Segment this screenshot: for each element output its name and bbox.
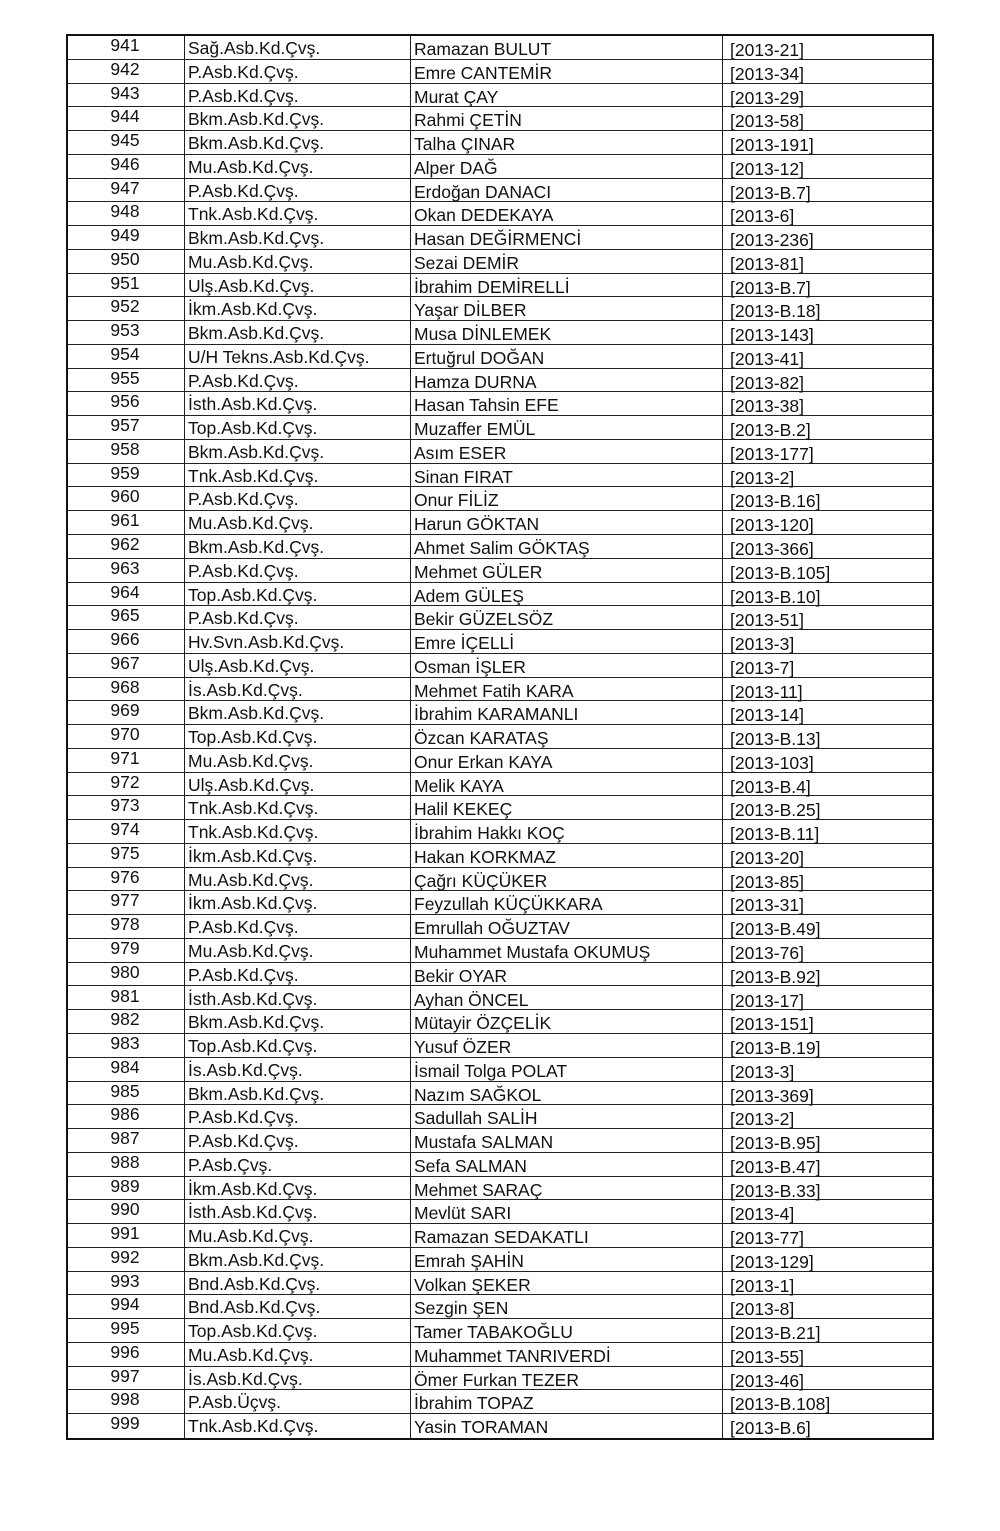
reference-code-cell: [2013-120] bbox=[730, 515, 814, 536]
table-row bbox=[68, 1153, 934, 1177]
full-name-cell: Mütayir ÖZÇELİK bbox=[414, 1013, 552, 1034]
full-name-cell: Okan DEDEKAYA bbox=[414, 205, 554, 226]
rank-cell: Bnd.Asb.Kd.Çvş. bbox=[188, 1297, 321, 1318]
rank-cell: P.Asb.Kd.Çvş. bbox=[188, 1107, 299, 1128]
rank-cell: Mu.Asb.Kd.Çvş. bbox=[188, 869, 314, 890]
rank-cell: İsth.Asb.Kd.Çvş. bbox=[188, 394, 318, 415]
table-row bbox=[68, 179, 934, 203]
table-row bbox=[68, 321, 934, 345]
row-number: 949 bbox=[110, 226, 140, 246]
rank-cell: Tnk.Asb.Kd.Çvş. bbox=[188, 822, 319, 843]
row-number: 964 bbox=[110, 582, 140, 602]
full-name-cell: Asım ESER bbox=[414, 442, 507, 463]
table-row bbox=[68, 416, 934, 440]
row-number: 991 bbox=[110, 1224, 140, 1244]
table-row bbox=[68, 1224, 934, 1248]
reference-code-cell: [2013-21] bbox=[730, 40, 804, 60]
row-number: 984 bbox=[110, 1057, 140, 1077]
full-name-cell: Ramazan SEDAKATLI bbox=[414, 1227, 589, 1248]
full-name-cell: Hasan DEĞİRMENCİ bbox=[414, 229, 582, 250]
table-row bbox=[68, 820, 934, 844]
row-number: 986 bbox=[110, 1105, 140, 1125]
table-row bbox=[68, 796, 934, 820]
reference-code-cell: [2013-29] bbox=[730, 87, 804, 108]
full-name-cell: Halil KEKEÇ bbox=[414, 799, 513, 820]
table-row bbox=[68, 987, 934, 1011]
rank-cell: Mu.Asb.Kd.Çvş. bbox=[188, 156, 314, 177]
rank-cell: Bnd.Asb.Kd.Çvş. bbox=[188, 1273, 321, 1294]
reference-code-cell: [2013-369] bbox=[730, 1085, 814, 1106]
rank-cell: Mu.Asb.Kd.Çvş. bbox=[188, 513, 314, 534]
reference-code-cell: [2013-B.108] bbox=[730, 1394, 831, 1415]
table-row bbox=[68, 749, 934, 773]
table-row bbox=[68, 915, 934, 939]
rank-cell: Top.Asb.Kd.Çvş. bbox=[188, 418, 318, 439]
rank-cell: Hv.Svn.Asb.Kd.Çvş. bbox=[188, 632, 345, 653]
full-name-cell: Talha ÇINAR bbox=[414, 134, 516, 155]
row-number: 953 bbox=[110, 321, 140, 341]
table-row bbox=[68, 1390, 934, 1414]
rank-cell: P.Asb.Kd.Çvş. bbox=[188, 917, 299, 938]
reference-code-cell: [2013-B.49] bbox=[730, 919, 821, 940]
rank-cell: Bkm.Asb.Kd.Çvş. bbox=[188, 133, 325, 154]
rank-cell: İs.Asb.Kd.Çvş. bbox=[188, 1059, 303, 1080]
full-name-cell: Ramazan BULUT bbox=[414, 39, 552, 59]
reference-code-cell: [2013-3] bbox=[730, 1061, 795, 1082]
reference-code-cell: [2013-46] bbox=[730, 1370, 804, 1391]
table-row bbox=[68, 1129, 934, 1153]
row-number: 968 bbox=[110, 677, 140, 697]
reference-code-cell: [2013-41] bbox=[730, 348, 804, 369]
table-row bbox=[68, 678, 934, 702]
reference-code-cell: [2013-14] bbox=[730, 705, 804, 726]
row-number: 950 bbox=[110, 249, 140, 269]
rank-cell: Tnk.Asb.Kd.Çvş. bbox=[188, 798, 319, 819]
reference-code-cell: [2013-76] bbox=[730, 942, 804, 963]
rank-cell: Top.Asb.Kd.Çvş. bbox=[188, 1321, 318, 1342]
reference-code-cell: [2013-38] bbox=[730, 396, 804, 417]
rank-cell: Tnk.Asb.Kd.Çvş. bbox=[188, 204, 319, 225]
table-row bbox=[68, 464, 934, 488]
full-name-cell: Muzaffer EMÜL bbox=[414, 419, 536, 440]
rank-cell: İs.Asb.Kd.Çvş. bbox=[188, 679, 303, 700]
reference-code-cell: [2013-B.18] bbox=[730, 301, 821, 322]
row-number: 956 bbox=[110, 392, 140, 412]
rank-cell: P.Asb.Kd.Çvş. bbox=[188, 560, 299, 581]
row-number: 974 bbox=[110, 820, 140, 840]
reference-code-cell: [2013-3] bbox=[730, 634, 795, 655]
rank-cell: P.Asb.Üçvş. bbox=[188, 1392, 282, 1413]
full-name-cell: Harun GÖKTAN bbox=[414, 514, 540, 535]
reference-code-cell: [2013-191] bbox=[730, 135, 814, 156]
full-name-cell: Volkan ŞEKER bbox=[414, 1274, 531, 1295]
reference-code-cell: [2013-55] bbox=[730, 1346, 804, 1367]
rank-cell: P.Asb.Çvş. bbox=[188, 1154, 273, 1175]
rank-cell: Bkm.Asb.Kd.Çvş. bbox=[188, 1249, 325, 1270]
table-row bbox=[68, 630, 934, 654]
full-name-cell: Yaşar DİLBER bbox=[414, 300, 527, 321]
full-name-cell: Hasan Tahsin EFE bbox=[414, 395, 559, 416]
table-row bbox=[68, 1295, 934, 1319]
reference-code-cell: [2013-103] bbox=[730, 752, 814, 773]
rank-cell: Bkm.Asb.Kd.Çvş. bbox=[188, 703, 325, 724]
table-row bbox=[68, 487, 934, 511]
roster-table bbox=[66, 34, 934, 1440]
row-number: 973 bbox=[110, 796, 140, 816]
rank-cell: Top.Asb.Kd.Çvş. bbox=[188, 727, 318, 748]
reference-code-cell: [2013-58] bbox=[730, 111, 804, 132]
rank-cell: Ulş.Asb.Kd.Çvş. bbox=[188, 275, 315, 296]
table-row bbox=[68, 202, 934, 226]
full-name-cell: Yasin TORAMAN bbox=[414, 1417, 549, 1438]
reference-code-cell: [2013-B.7] bbox=[730, 277, 811, 298]
full-name-cell: Osman İŞLER bbox=[414, 656, 526, 677]
rank-cell: Bkm.Asb.Kd.Çvş. bbox=[188, 109, 325, 130]
full-name-cell: Yusuf ÖZER bbox=[414, 1037, 512, 1058]
rank-cell: Sağ.Asb.Kd.Çvş. bbox=[188, 38, 321, 58]
full-name-cell: Çağrı KÜÇÜKER bbox=[414, 870, 548, 891]
reference-code-cell: [2013-B.21] bbox=[730, 1323, 821, 1344]
full-name-cell: Özcan KARATAŞ bbox=[414, 728, 549, 749]
full-name-cell: Sadullah SALİH bbox=[414, 1108, 538, 1129]
full-name-cell: Emrullah OĞUZTAV bbox=[414, 918, 570, 939]
table-row bbox=[68, 844, 934, 868]
full-name-cell: İbrahim TOPAZ bbox=[414, 1393, 534, 1414]
reference-code-cell: [2013-11] bbox=[730, 681, 803, 702]
table-row bbox=[68, 297, 934, 321]
reference-code-cell: [2013-8] bbox=[730, 1299, 795, 1320]
full-name-cell: Melik KAYA bbox=[414, 775, 504, 796]
full-name-cell: Ayhan ÖNCEL bbox=[414, 989, 529, 1010]
row-number: 999 bbox=[110, 1414, 140, 1434]
table-row bbox=[68, 1200, 934, 1224]
full-name-cell: İsmail Tolga POLAT bbox=[414, 1060, 568, 1081]
reference-code-cell: [2013-31] bbox=[730, 895, 804, 916]
reference-code-cell: [2013-B.13] bbox=[730, 729, 821, 750]
rank-cell: P.Asb.Kd.Çvş. bbox=[188, 964, 299, 985]
rank-cell: İkm.Asb.Kd.Çvş. bbox=[188, 299, 318, 320]
table-row bbox=[68, 1177, 934, 1201]
full-name-cell: Mevlüt SARI bbox=[414, 1203, 512, 1224]
table-row bbox=[68, 1319, 934, 1343]
table-row bbox=[68, 654, 934, 678]
rank-cell: Mu.Asb.Kd.Çvş. bbox=[188, 750, 314, 771]
row-number: 979 bbox=[110, 938, 140, 958]
table-row bbox=[68, 226, 934, 250]
row-number: 962 bbox=[110, 535, 140, 555]
full-name-cell: Musa DİNLEMEK bbox=[414, 324, 552, 345]
table-row bbox=[68, 345, 934, 369]
full-name-cell: Bekir GÜZELSÖZ bbox=[414, 609, 554, 630]
reference-code-cell: [2013-B.10] bbox=[730, 586, 821, 607]
reference-code-cell: [2013-B.4] bbox=[730, 776, 811, 797]
row-number: 941 bbox=[110, 36, 140, 55]
table-row bbox=[68, 155, 934, 179]
rank-cell: Bkm.Asb.Kd.Çvş. bbox=[188, 228, 325, 249]
table-row bbox=[68, 131, 934, 155]
reference-code-cell: [2013-B.95] bbox=[730, 1133, 821, 1154]
rank-cell: P.Asb.Kd.Çvş. bbox=[188, 1131, 299, 1152]
reference-code-cell: [2013-77] bbox=[730, 1228, 804, 1249]
reference-code-cell: [2013-6] bbox=[730, 206, 795, 227]
rank-cell: P.Asb.Kd.Çvş. bbox=[188, 370, 299, 391]
full-name-cell: Feyzullah KÜÇÜKKARA bbox=[414, 894, 603, 915]
table-row bbox=[68, 1105, 934, 1129]
full-name-cell: Hamza DURNA bbox=[414, 371, 537, 392]
reference-code-cell: [2013-81] bbox=[730, 253, 804, 274]
full-name-cell: Ömer Furkan TEZER bbox=[414, 1369, 579, 1390]
table-row bbox=[68, 963, 934, 987]
row-number: 985 bbox=[110, 1081, 140, 1101]
full-name-cell: Erdoğan DANACI bbox=[414, 181, 552, 202]
row-number: 981 bbox=[110, 986, 140, 1006]
row-number: 992 bbox=[110, 1247, 140, 1267]
reference-code-cell: [2013-12] bbox=[730, 158, 804, 179]
row-number: 972 bbox=[110, 772, 140, 792]
row-number: 943 bbox=[110, 83, 140, 103]
reference-code-cell: [2013-82] bbox=[730, 372, 804, 393]
rank-cell: P.Asb.Kd.Çvş. bbox=[188, 180, 299, 201]
reference-code-cell: [2013-129] bbox=[730, 1251, 814, 1272]
reference-code-cell: [2013-34] bbox=[730, 63, 804, 84]
full-name-cell: Emre CANTEMİR bbox=[414, 62, 553, 83]
table-row bbox=[68, 1248, 934, 1272]
row-number: 958 bbox=[110, 439, 140, 459]
reference-code-cell: [2013-B.11] bbox=[730, 824, 820, 845]
table-row bbox=[68, 250, 934, 274]
reference-code-cell: [2013-B.92] bbox=[730, 966, 821, 987]
full-name-cell: Sezai DEMİR bbox=[414, 252, 520, 273]
table-row bbox=[68, 606, 934, 630]
full-name-cell: Emrah ŞAHİN bbox=[414, 1250, 524, 1271]
rank-cell: Top.Asb.Kd.Çvş. bbox=[188, 1036, 318, 1057]
full-name-cell: Tamer TABAKOĞLU bbox=[414, 1322, 573, 1343]
full-name-cell: Murat ÇAY bbox=[414, 86, 499, 107]
table-row bbox=[68, 274, 934, 298]
full-name-cell: Sezgin ŞEN bbox=[414, 1298, 509, 1319]
table-row bbox=[68, 369, 934, 393]
reference-code-cell: [2013-85] bbox=[730, 871, 804, 892]
table-row bbox=[68, 107, 934, 131]
row-number: 955 bbox=[110, 368, 140, 388]
table-row bbox=[68, 891, 934, 915]
rank-cell: Tnk.Asb.Kd.Çvş. bbox=[188, 465, 319, 486]
row-number: 989 bbox=[110, 1176, 140, 1196]
reference-code-cell: [2013-236] bbox=[730, 230, 814, 251]
reference-code-cell: [2013-2] bbox=[730, 467, 795, 488]
row-number: 946 bbox=[110, 154, 140, 174]
row-number: 994 bbox=[110, 1295, 140, 1315]
rank-cell: İkm.Asb.Kd.Çvş. bbox=[188, 1178, 318, 1199]
row-number: 988 bbox=[110, 1152, 140, 1172]
rank-cell: İsth.Asb.Kd.Çvş. bbox=[188, 1202, 318, 1223]
row-number: 982 bbox=[110, 1010, 140, 1030]
table-row bbox=[68, 36, 934, 60]
table-row bbox=[68, 939, 934, 963]
rank-cell: Mu.Asb.Kd.Çvş. bbox=[188, 940, 314, 961]
table-row bbox=[68, 1010, 934, 1034]
row-number: 977 bbox=[110, 891, 140, 911]
row-number: 942 bbox=[110, 59, 140, 79]
row-number: 971 bbox=[110, 748, 140, 768]
rank-cell: U/H Tekns.Asb.Kd.Çvş. bbox=[188, 346, 370, 367]
rank-cell: P.Asb.Kd.Çvş. bbox=[188, 608, 299, 629]
full-name-cell: Hakan KORKMAZ bbox=[414, 846, 556, 867]
row-number: 970 bbox=[110, 725, 140, 745]
rank-cell: Mu.Asb.Kd.Çvş. bbox=[188, 1344, 314, 1365]
rank-cell: Bkm.Asb.Kd.Çvş. bbox=[188, 1083, 325, 1104]
full-name-cell: Muhammet Mustafa OKUMUŞ bbox=[414, 941, 651, 962]
row-number: 948 bbox=[110, 202, 140, 222]
table-row bbox=[68, 559, 934, 583]
full-name-cell: Mehmet GÜLER bbox=[414, 561, 543, 582]
reference-code-cell: [2013-20] bbox=[730, 847, 804, 868]
table-row bbox=[68, 868, 934, 892]
full-name-cell: Mustafa SALMAN bbox=[414, 1132, 554, 1153]
reference-code-cell: [2013-B.25] bbox=[730, 800, 821, 821]
reference-code-cell: [2013-4] bbox=[730, 1204, 795, 1225]
table-row bbox=[68, 1034, 934, 1058]
reference-code-cell: [2013-B.19] bbox=[730, 1038, 821, 1059]
table-row bbox=[68, 773, 934, 797]
row-number: 978 bbox=[110, 915, 140, 935]
full-name-cell: Mehmet SARAÇ bbox=[414, 1179, 543, 1200]
row-number: 987 bbox=[110, 1129, 140, 1149]
row-number: 998 bbox=[110, 1390, 140, 1410]
reference-code-cell: [2013-B.16] bbox=[730, 491, 821, 512]
full-name-cell: Ertuğrul DOĞAN bbox=[414, 347, 545, 368]
reference-code-cell: [2013-B.47] bbox=[730, 1156, 821, 1177]
row-number: 967 bbox=[110, 653, 140, 673]
full-name-cell: Adem GÜLEŞ bbox=[414, 585, 524, 606]
reference-code-cell: [2013-7] bbox=[730, 657, 795, 678]
table-row bbox=[68, 583, 934, 607]
row-number: 975 bbox=[110, 843, 140, 863]
row-number: 947 bbox=[110, 178, 140, 198]
rank-cell: Bkm.Asb.Kd.Çvş. bbox=[188, 1012, 325, 1033]
full-name-cell: Muhammet TANRIVERDİ bbox=[414, 1345, 611, 1366]
full-name-cell: Rahmi ÇETİN bbox=[414, 110, 522, 131]
row-number: 954 bbox=[110, 344, 140, 364]
full-name-cell: Sefa SALMAN bbox=[414, 1155, 527, 1176]
full-name-cell: Bekir OYAR bbox=[414, 965, 508, 986]
reference-code-cell: [2013-B.105] bbox=[730, 562, 831, 583]
reference-code-cell: [2013-B.6] bbox=[730, 1418, 811, 1439]
row-number: 960 bbox=[110, 487, 140, 507]
row-number: 980 bbox=[110, 962, 140, 982]
reference-code-cell: [2013-151] bbox=[730, 1014, 814, 1035]
table-row bbox=[68, 1058, 934, 1082]
table-row bbox=[68, 1414, 934, 1438]
rank-cell: Tnk.Asb.Kd.Çvş. bbox=[188, 1416, 319, 1437]
table-row bbox=[68, 1343, 934, 1367]
row-number: 945 bbox=[110, 131, 140, 151]
reference-code-cell: [2013-2] bbox=[730, 1109, 795, 1130]
table-row bbox=[68, 1367, 934, 1391]
full-name-cell: Onur Erkan KAYA bbox=[414, 751, 553, 772]
rank-cell: P.Asb.Kd.Çvş. bbox=[188, 489, 299, 510]
row-number: 996 bbox=[110, 1342, 140, 1362]
full-name-cell: Ahmet Salim GÖKTAŞ bbox=[414, 538, 590, 559]
row-number: 952 bbox=[110, 297, 140, 317]
full-name-cell: Onur FİLİZ bbox=[414, 490, 499, 511]
reference-code-cell: [2013-B.7] bbox=[730, 182, 811, 203]
reference-code-cell: [2013-1] bbox=[730, 1275, 795, 1296]
row-number: 959 bbox=[110, 463, 140, 483]
row-number: 965 bbox=[110, 606, 140, 626]
row-number: 951 bbox=[110, 273, 140, 293]
table-row bbox=[68, 392, 934, 416]
table-row bbox=[68, 440, 934, 464]
row-number: 993 bbox=[110, 1271, 140, 1291]
reference-code-cell: [2013-366] bbox=[730, 539, 814, 560]
rank-cell: P.Asb.Kd.Çvş. bbox=[188, 85, 299, 106]
reference-code-cell: [2013-17] bbox=[730, 990, 804, 1011]
full-name-cell: Alper DAĞ bbox=[414, 157, 498, 178]
row-number: 990 bbox=[110, 1200, 140, 1220]
rank-cell: İs.Asb.Kd.Çvş. bbox=[188, 1368, 303, 1389]
rank-cell: Bkm.Asb.Kd.Çvş. bbox=[188, 323, 325, 344]
table-row bbox=[68, 1272, 934, 1296]
rank-cell: İkm.Asb.Kd.Çvş. bbox=[188, 845, 318, 866]
full-name-cell: Sinan FIRAT bbox=[414, 466, 513, 487]
row-number: 983 bbox=[110, 1034, 140, 1054]
table-row bbox=[68, 511, 934, 535]
rank-cell: Ulş.Asb.Kd.Çvş. bbox=[188, 774, 315, 795]
rank-cell: Mu.Asb.Kd.Çvş. bbox=[188, 251, 314, 272]
rank-cell: Bkm.Asb.Kd.Çvş. bbox=[188, 537, 325, 558]
rank-cell: İkm.Asb.Kd.Çvş. bbox=[188, 893, 318, 914]
full-name-cell: İbrahim KARAMANLI bbox=[414, 704, 579, 725]
reference-code-cell: [2013-B.33] bbox=[730, 1180, 821, 1201]
full-name-cell: İbrahim Hakkı KOÇ bbox=[414, 823, 565, 844]
full-name-cell: Emre İÇELLİ bbox=[414, 633, 515, 654]
row-number: 976 bbox=[110, 867, 140, 887]
rank-cell: Mu.Asb.Kd.Çvş. bbox=[188, 1226, 314, 1247]
table-row bbox=[68, 725, 934, 749]
row-number: 966 bbox=[110, 630, 140, 650]
full-name-cell: Nazım SAĞKOL bbox=[414, 1084, 542, 1105]
full-name-cell: Mehmet Fatih KARA bbox=[414, 680, 574, 701]
row-number: 944 bbox=[110, 107, 140, 127]
rank-cell: İsth.Asb.Kd.Çvş. bbox=[188, 988, 318, 1009]
table-row bbox=[68, 60, 934, 84]
reference-code-cell: [2013-143] bbox=[730, 325, 814, 346]
row-number: 995 bbox=[110, 1319, 140, 1339]
rank-cell: P.Asb.Kd.Çvş. bbox=[188, 61, 299, 82]
row-number: 957 bbox=[110, 416, 140, 436]
row-number: 969 bbox=[110, 701, 140, 721]
reference-code-cell: [2013-177] bbox=[730, 443, 814, 464]
table-row bbox=[68, 535, 934, 559]
row-number: 961 bbox=[110, 511, 140, 531]
table-row bbox=[68, 84, 934, 108]
rank-cell: Bkm.Asb.Kd.Çvş. bbox=[188, 441, 325, 462]
reference-code-cell: [2013-B.2] bbox=[730, 420, 811, 441]
table-row bbox=[68, 1082, 934, 1106]
reference-code-cell: [2013-51] bbox=[730, 610, 804, 631]
rank-cell: Top.Asb.Kd.Çvş. bbox=[188, 584, 318, 605]
full-name-cell: İbrahim DEMİRELLİ bbox=[414, 276, 570, 297]
rank-cell: Ulş.Asb.Kd.Çvş. bbox=[188, 655, 315, 676]
table-row bbox=[68, 701, 934, 725]
row-number: 997 bbox=[110, 1366, 140, 1386]
row-number: 963 bbox=[110, 558, 140, 578]
